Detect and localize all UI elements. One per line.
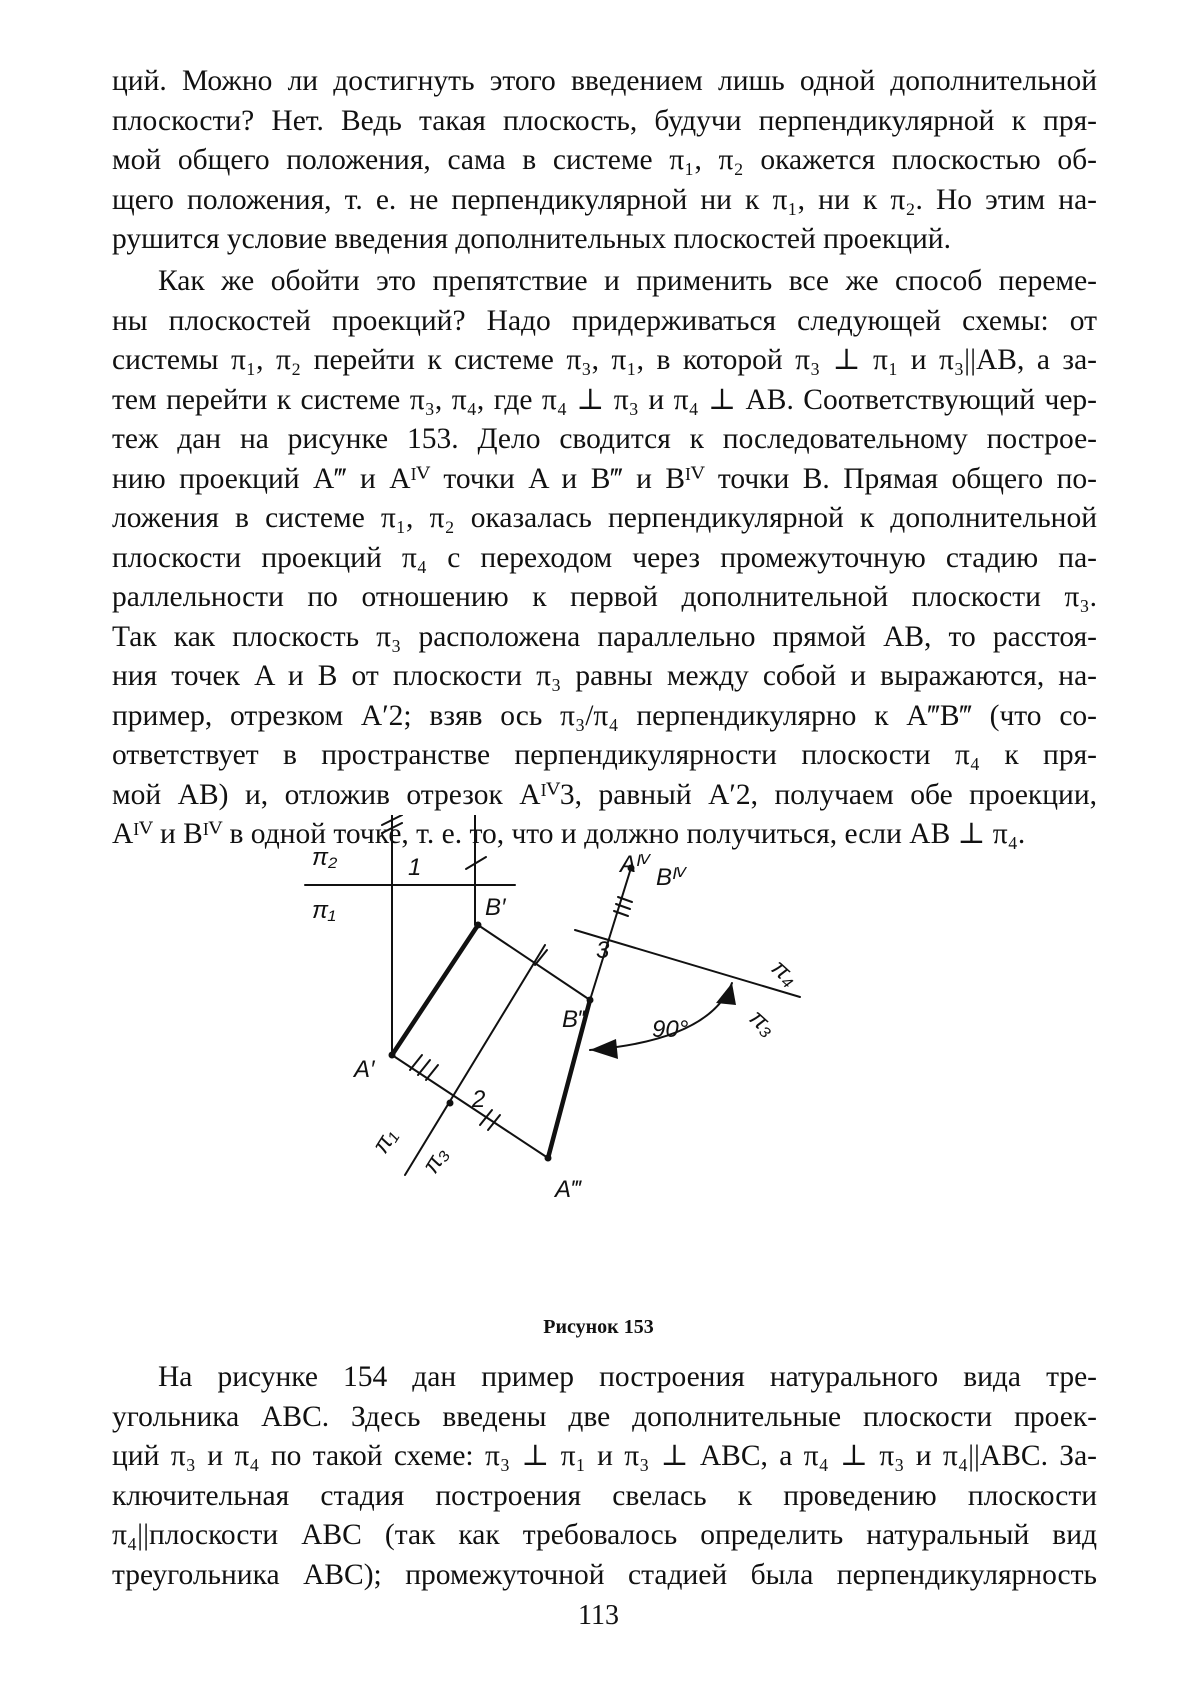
label-1: 1 <box>408 854 422 881</box>
label-angle: 90° <box>652 1016 689 1043</box>
text-line: ложения в системе π₁, π₂ оказалась перпендикулярной к дополнительной <box>112 502 1097 534</box>
figure-153 <box>300 815 920 1330</box>
text-line: угольника ABC. Здесь введены две дополнительные плоскости проек- <box>112 1400 1097 1433</box>
text-line: ны плоскостей проекций? Надо придерживаться следующей схемы: от <box>112 304 1097 337</box>
text-line: ответствует в пространстве перпендикулярности плоскости π₄ к пря- <box>112 739 1097 771</box>
text-line: щего положения, т. е. не перпендикулярной ни к π₁, ни к π₂. Но этим на- <box>112 183 1097 216</box>
segment-a1-b1 <box>392 925 478 1055</box>
arrow-head <box>590 1039 618 1059</box>
text-line: ций. Можно ли достигнуть этого введением лишь одной дополнительной <box>112 65 1097 97</box>
text-line: ния точек A и B от плоскости π₃ равны между собой и выражаются, на- <box>112 660 1097 692</box>
text-line: Aᴵⱽ и Bᴵⱽ в одной точке, т. е. то, что и должно получиться, если AB ⊥ π₄. <box>112 818 1026 850</box>
label-b4: Bᴵⱽ <box>656 864 687 891</box>
point-a3 <box>545 1155 552 1162</box>
text-line: Так как плоскость π₃ расположена параллельно прямой AB, то расстоя- <box>112 620 1097 653</box>
projection-line-4 <box>590 868 631 1000</box>
label-b1: B′ <box>485 894 506 921</box>
point-b3 <box>587 997 594 1004</box>
text-line: системы π₁, π₂ перейти к системе π₃, π₁, в которой π₃ ⊥ π₁ и π₃||AB, а за- <box>112 344 1097 376</box>
paragraph-1 <box>112 62 1097 260</box>
text-line: мой общего положения, сама в системе π₁, π₂ окажется плоскостью об- <box>112 144 1097 176</box>
text-line: пример, отрезком A′2; взяв ось π₃/π₄ перпендикулярно к A‴B‴ (что со- <box>112 699 1097 732</box>
arrow-head <box>716 983 736 1005</box>
paragraph-3 <box>112 1358 1097 1595</box>
text-line: теж дан на рисунке 153. Дело сводится к последовательному построе- <box>112 423 1097 455</box>
projection-diagram <box>300 815 920 1330</box>
text-line: ключительная стадия построения свелась к проведению плоскости <box>112 1479 1097 1512</box>
label-b3: B‴ <box>562 1006 587 1033</box>
label-pi4: π₄ <box>765 954 804 992</box>
point-2 <box>447 1100 454 1107</box>
label-2: 2 <box>472 1086 486 1113</box>
figure-caption: Рисунок 153 <box>543 1316 654 1338</box>
point-a1 <box>389 1052 396 1059</box>
label-pi2: π₂ <box>312 844 338 871</box>
text-line: рушится условие введения дополнительных плоскостей проекций. <box>112 223 951 255</box>
text-line: тем перейти к системе π₃, π₄, где π₄ ⊥ π₃ и π₄ ⊥ AB. Соответствующий чер- <box>112 383 1097 416</box>
text-line: π₄||плоскости ABC (так как требовалось определить натуральный вид <box>112 1519 1097 1551</box>
text-line: Как же обойти это препятствие и применить все же способ переме- <box>158 265 1097 297</box>
paragraph-2 <box>112 262 1097 855</box>
text-line: раллельности по отношению к первой дополнительной плоскости π₃. <box>112 581 1097 613</box>
label-a1: A′ <box>354 1056 375 1083</box>
text-line: нию проекций A‴ и Aᴵⱽ точки A и B‴ и Bᴵⱽ точки B. Прямая общего по- <box>112 462 1097 495</box>
label-pi1-bottom: π₁ <box>367 1123 403 1159</box>
text-line: треугольника ABC); промежуточной стадией была перпендикулярность <box>112 1558 1097 1591</box>
label-a4: Aᴵⱽ <box>620 851 651 878</box>
text-line: ций π₃ и π₄ по такой схеме: π₃ ⊥ π₁ и π₃ ⊥ ABC, а π₄ ⊥ π₃ и π₄||ABC. За- <box>112 1440 1097 1472</box>
label-3: 3 <box>596 937 610 964</box>
label-pi1-top: π₁ <box>312 897 336 924</box>
page-number: 113 <box>578 1600 619 1631</box>
label-a3: A‴ <box>555 1176 580 1203</box>
text-line: плоскости? Нет. Ведь такая плоскость, будучи перпендикулярной к пря- <box>112 104 1097 137</box>
label-pi3-right: π₃ <box>743 1004 782 1042</box>
text-line: мой AB) и, отложив отрезок Aᴵⱽ3, равный A′2, получаем обе проекции, <box>112 778 1097 811</box>
point-b1 <box>475 922 482 929</box>
text-line: плоскости проекций π₄ с переходом через промежуточную стадию па- <box>112 541 1097 574</box>
axis-pi1-pi3 <box>405 945 545 1175</box>
text-line: На рисунке 154 дан пример построения натурального вида тре- <box>158 1361 1097 1393</box>
label-pi3-bottom: π₃ <box>417 1142 454 1179</box>
label-b2 <box>485 815 511 821</box>
projection-line-a3 <box>392 1055 548 1158</box>
